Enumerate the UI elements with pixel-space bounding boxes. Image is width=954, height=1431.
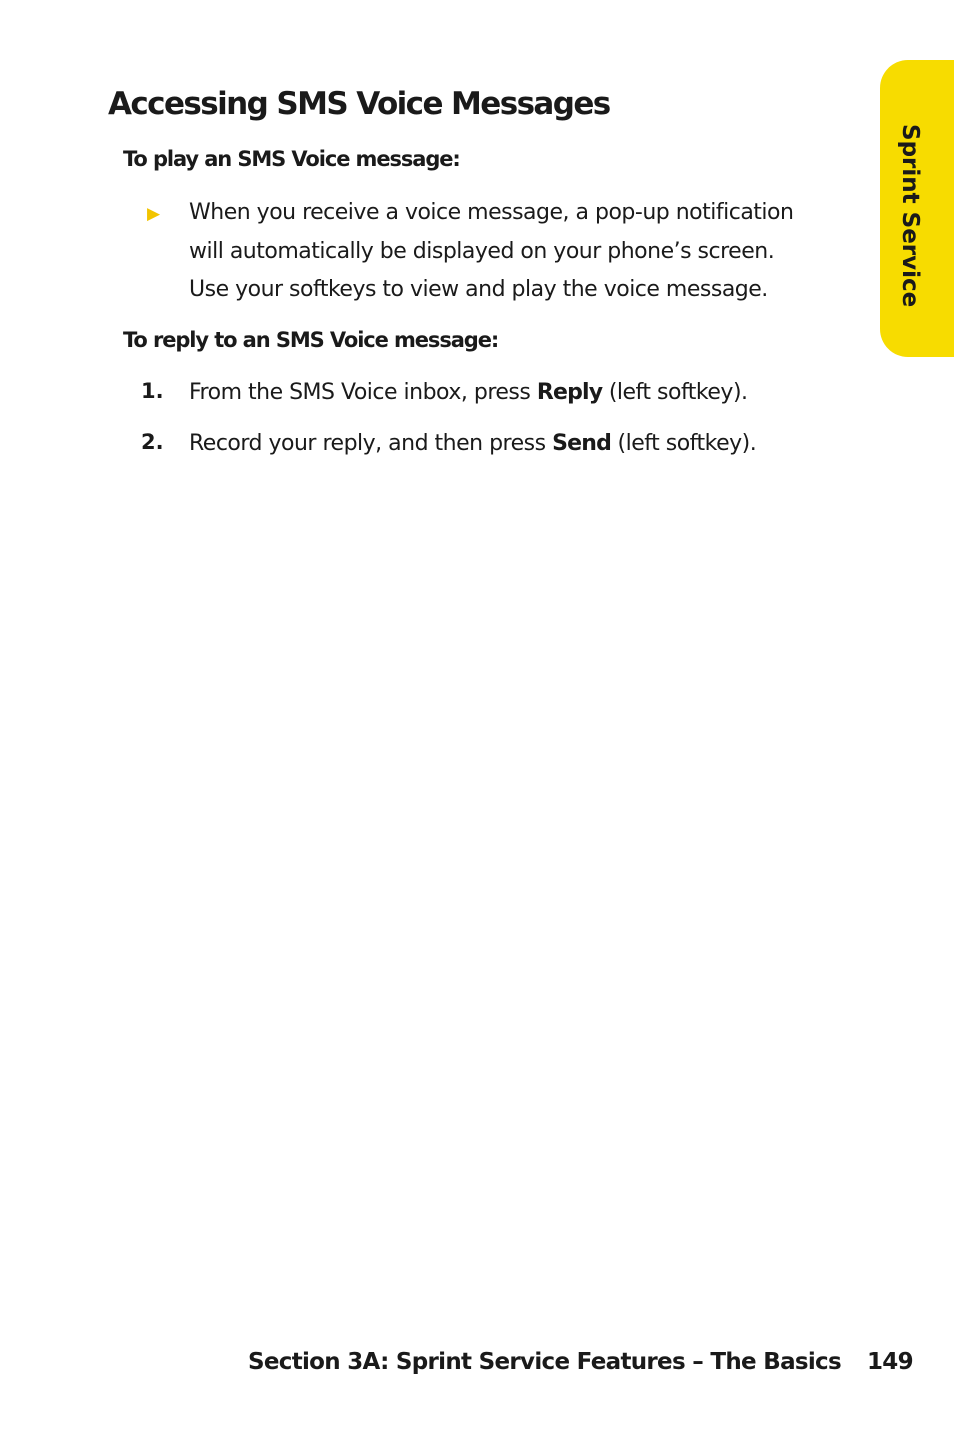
page-number: 149: [867, 1349, 913, 1375]
footer-section-title: Section 3A: Sprint Service Features – The Basics: [248, 1349, 841, 1375]
step-text-after: (left softkey).: [611, 431, 757, 456]
step-text-after: (left softkey).: [602, 380, 748, 405]
page-title: Accessing SMS Voice Messages: [108, 86, 610, 122]
step-text: [189, 374, 748, 413]
play-bullet-text: [189, 194, 869, 310]
reply-subheading: To reply to an SMS Voice message:: [123, 328, 499, 352]
bullet-line: will automatically be displayed on your phone’s screen.: [189, 238, 775, 264]
softkey-label: Reply: [536, 380, 603, 405]
section-tab-label: Sprint Service: [897, 124, 923, 308]
step-number: 1.: [141, 379, 164, 403]
step-text-before: From the SMS Voice inbox, press: [189, 380, 537, 405]
bullet-line: When you receive a voice message, a pop-up notification: [189, 200, 794, 225]
step-text: [189, 425, 756, 464]
step-number: 2.: [141, 430, 164, 454]
bullet-arrow-icon: ▶: [147, 204, 161, 224]
softkey-label: Send: [552, 431, 612, 456]
step-text-before: Record your reply, and then press: [189, 431, 553, 456]
bullet-line: Use your softkeys to view and play the voice message.: [189, 277, 768, 302]
play-subheading: To play an SMS Voice message:: [123, 147, 460, 171]
